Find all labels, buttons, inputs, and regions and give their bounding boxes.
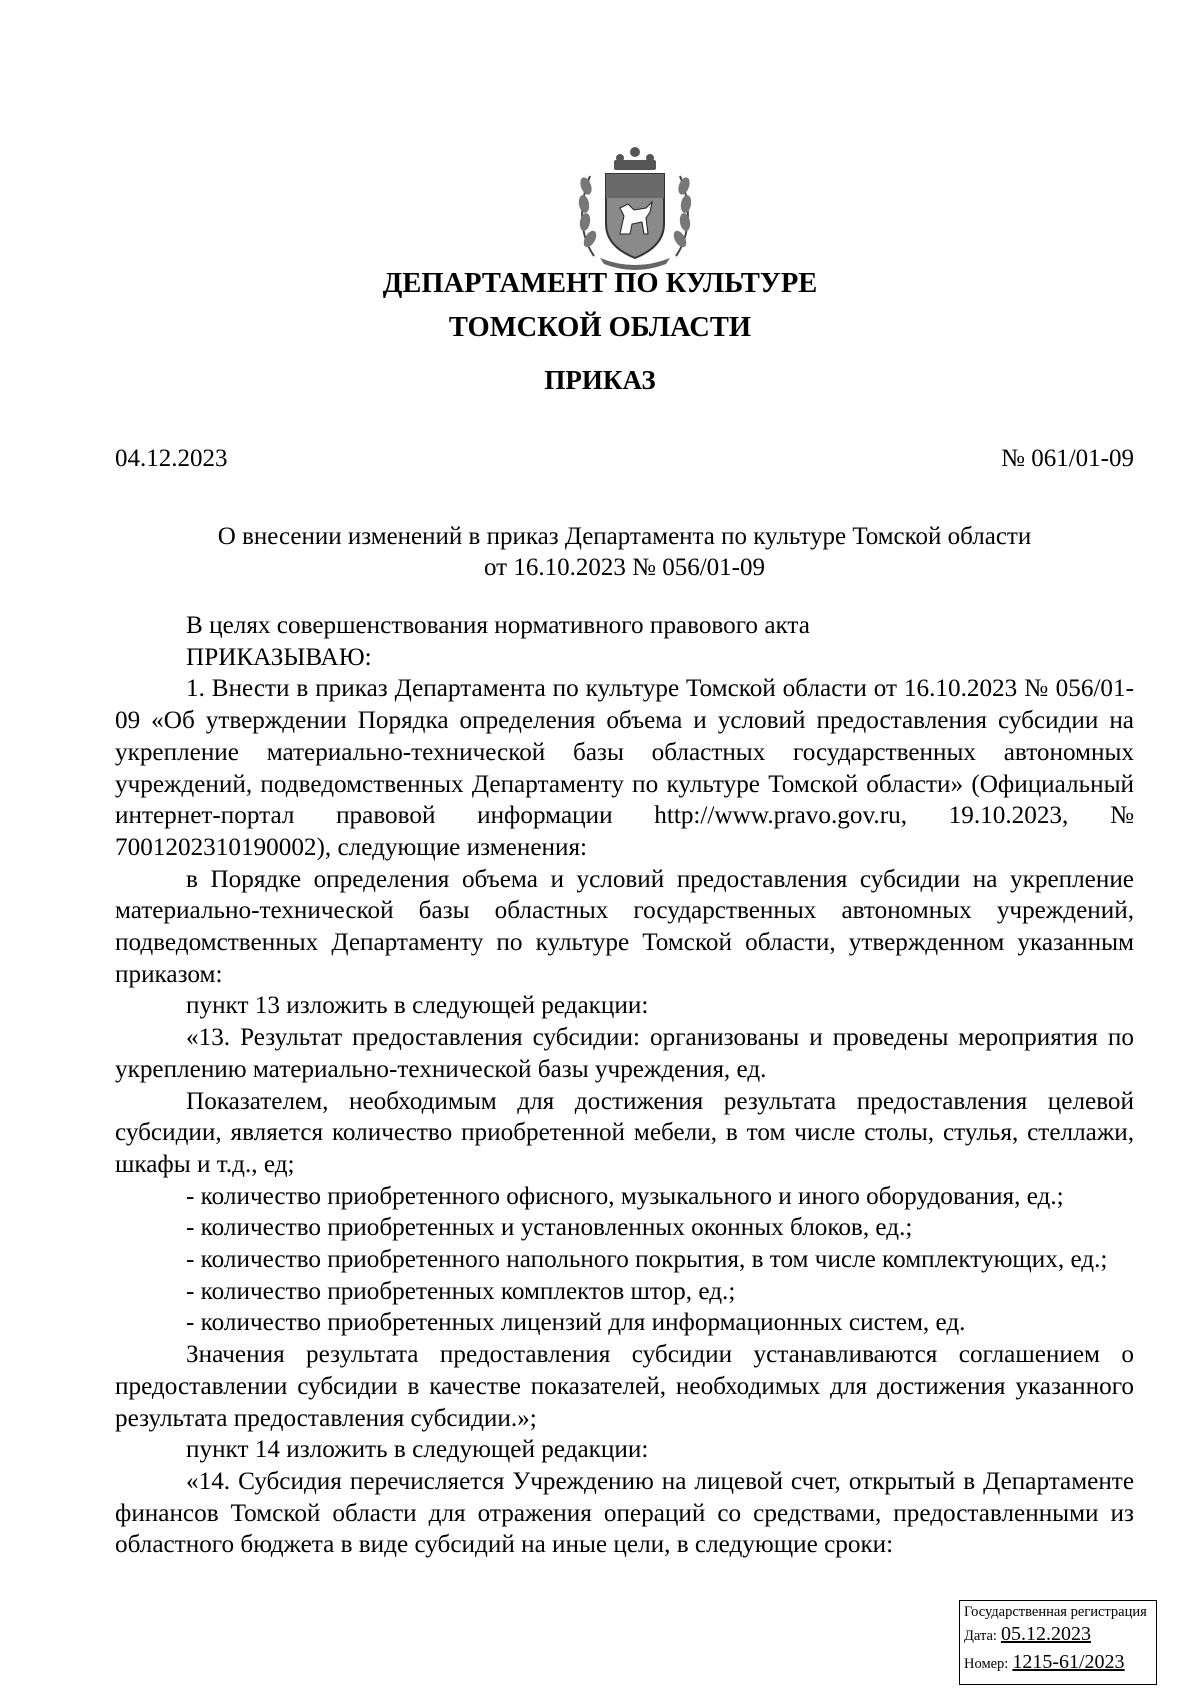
order-date: 04.12.2023 bbox=[115, 445, 228, 472]
registration-number-value: 1215-61/2023 bbox=[1012, 1651, 1125, 1673]
paragraph-point-13-intro: пункт 13 изложить в следующей редакции: bbox=[186, 992, 649, 1020]
registration-stamp bbox=[959, 1600, 1157, 1685]
organization-line-2: ТОМСКОЙ ОБЛАСТИ bbox=[448, 312, 752, 343]
subject-line-2: от 16.10.2023 № 056/01-09 bbox=[484, 554, 765, 581]
paragraph-indicator: Показателем, необходимым для достижения результата предоставления целевой субсидии, является количество приобретенной мебели, в том числе столы, стулья, стеллажи, шкафы и т.д., ед; bbox=[115, 1087, 1134, 1178]
paragraph-point-14: «14. Субсидия перечисляется Учреждению на лицевой счет, открытый в Департаменте финансов Томской области для отражения операций со средствами, предоставленными из областного бюджета в виде субсидий на иные цели, в следующие сроки: bbox=[115, 1467, 1134, 1559]
paragraph-procedure: в Порядке определения объема и условий предоставления субсидии на укрепление материально-технической базы областных государственных автономных учреждений, подведомственных Департаменту по культуре Томской области, утвержденном указанным приказом: bbox=[115, 865, 1134, 988]
list-item-curtains: - количество приобретенных комплектов штор, ед.; bbox=[186, 1277, 736, 1305]
organization-line-1: ДЕПАРТАМЕНТ ПО КУЛЬТУРЕ bbox=[382, 268, 818, 299]
list-item-equipment: - количество приобретенного офисного, музыкального и иного оборудования, ед.; bbox=[186, 1182, 1064, 1210]
paragraph-point-14-intro: пункт 14 изложить в следующей редакции: bbox=[186, 1436, 649, 1464]
order-body bbox=[115, 610, 1134, 1561]
coat-of-arms-icon bbox=[576, 146, 694, 272]
order-subject bbox=[115, 521, 1134, 583]
registration-number-row bbox=[964, 1649, 1152, 1677]
paragraph-point-13: «13. Результат предоставления субсидии: организованы и проведены мероприятия по укреплению материально-технической базы учреждения, ед. bbox=[115, 1024, 1134, 1083]
document-type-title: ПРИКАЗ bbox=[544, 365, 656, 395]
registration-title: Государственная регистрация bbox=[964, 1604, 1147, 1620]
registration-date-value: 05.12.2023 bbox=[1000, 1623, 1091, 1645]
order-number: № 061/01-09 bbox=[1001, 445, 1134, 472]
registration-date-label: Дата: bbox=[964, 1628, 997, 1644]
registration-number-label: Номер: bbox=[964, 1656, 1009, 1672]
list-item-flooring: - количество приобретенного напольного покрытия, в том числе комплектующих, ед.; bbox=[186, 1246, 1108, 1274]
paragraph-values: Значения результата предоставления субсидии устанавливаются соглашением о предоставлении субсидии в качестве показателей, необходимых для достижения указанного результата предоставления субсидии.»; bbox=[115, 1341, 1134, 1432]
list-item-windows: - количество приобретенных и установленных оконных блоков, ед.; bbox=[186, 1214, 913, 1242]
registration-date-row bbox=[964, 1621, 1152, 1649]
paragraph-purpose: В целях совершенствования нормативного правового акта bbox=[186, 612, 810, 639]
paragraph-item-1: 1. Внести в приказ Департамента по культуре Томской области от 16.10.2023 № 056/01-09 «Об утверждении Порядка определения объема и условий предоставления субсидии на укрепление материально-технической базы областных государственных автономных учреждений, подведомственных Департаменту по культуре Томской области» (Официальный интернет-портал правовой информации http://www.pravo.gov.ru, 19.10.2023, № 7001202310190002), следующие изменения: bbox=[115, 675, 1134, 861]
list-item-licenses: - количество приобретенных лицензий для информационных систем, ед. bbox=[186, 1309, 966, 1337]
subject-line-1: О внесении изменений в приказ Департамента по культуре Томской области bbox=[217, 523, 1032, 550]
paragraph-order-word: ПРИКАЗЫВАЮ: bbox=[186, 643, 372, 671]
organization-name bbox=[0, 262, 1200, 350]
